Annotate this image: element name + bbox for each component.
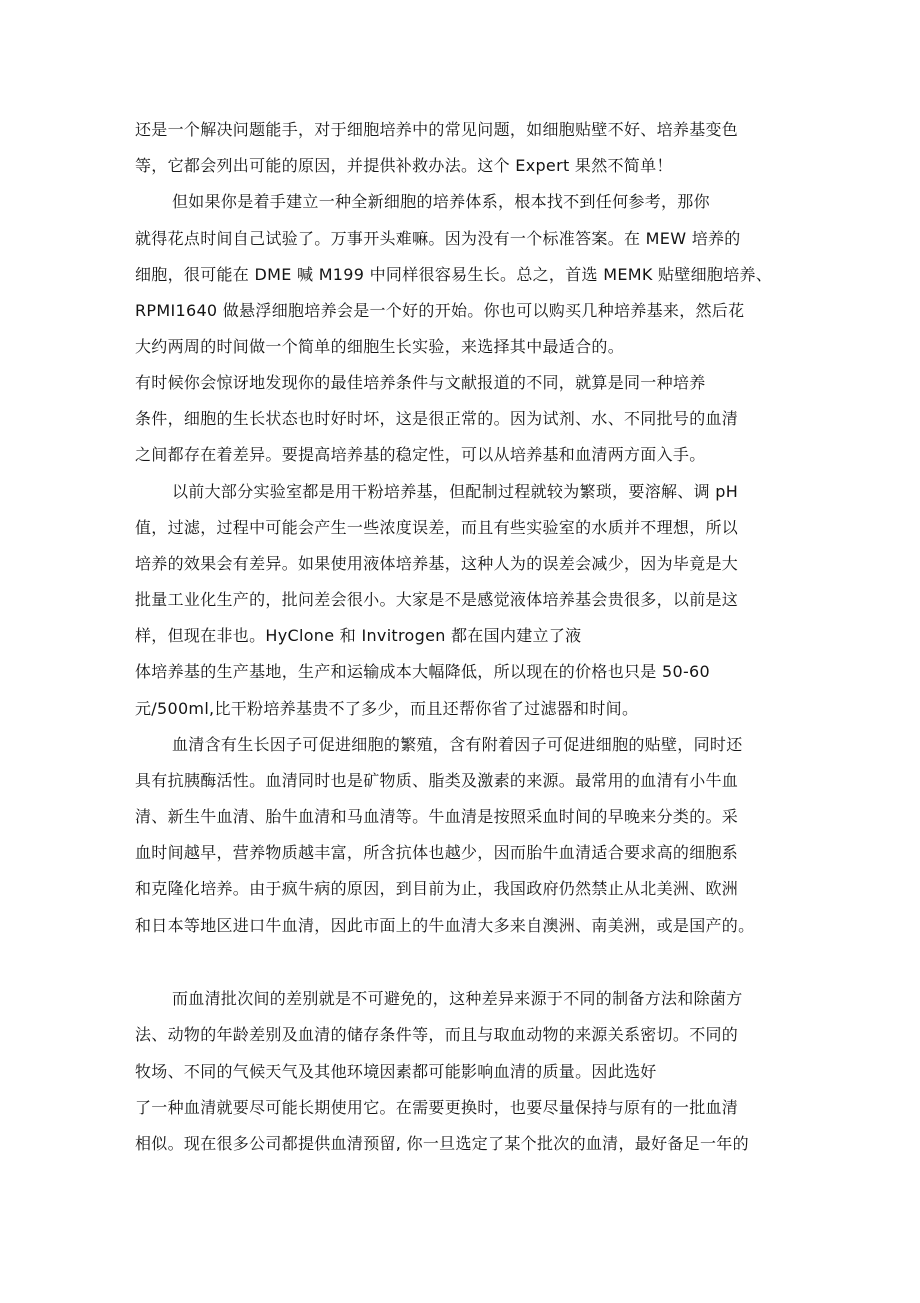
text-line: 元/500ml,比干粉培养基贵不了多少，而且还帮你省了过滤器和时间。 [135,699,639,718]
text-line: 血清含有生长因子可促进细胞的繁殖，含有附着因子可促进细胞的贴壁，同时还 [172,735,743,754]
text-line: 值，过滤，过程中可能会产生一些浓度误差，而且有些实验室的水质并不理想，所以 [135,518,739,537]
text-line: 之间都存在着差异。要提高培养基的稳定性，可以从培养基和血清两方面入手。 [135,445,706,464]
text-line: 就得花点时间自己试验了。万事开头难嘛。因为没有一个标准答案。在 MEW 培养的 [135,229,741,248]
text-line: 血时间越早，营养物质越丰富，所含抗体也越少，因而胎牛血清适合要求高的细胞系 [135,843,739,862]
text-line: 和日本等地区进口牛血清，因此市面上的牛血清大多来自澳洲、南美洲，或是国产的。 [135,916,755,935]
text-line: 还是一个解决问题能手，对于细胞培养中的常见问题，如细胞贴壁不好、培养基变色 [135,120,739,139]
text-line: 等，它都会列出可能的原因，并提供补救办法。这个 Expert 果然不简单！ [135,156,673,175]
text-line: 以前大部分实验室都是用干粉培养基，但配制过程就较为繁琐，要溶解、调 pH [172,482,739,501]
text-line: 细胞，很可能在 DME 喊 M199 中同样很容易生长。总之，首选 MEMK 贴壁细胞培养、 [135,265,773,284]
text-line: 培养的效果会有差异。如果使用液体培养基，这种人为的误差会减少，因为毕竟是大 [135,554,739,573]
text-line: 但如果你是着手建立一种全新细胞的培养体系，根本找不到任何参考，那你 [172,192,710,211]
text-line: 有时候你会惊讶地发现你的最佳培养条件与文献报道的不同，就算是同一种培养 [135,373,706,392]
text-line: 条件，细胞的生长状态也时好时坏，这是很正常的。因为试剂、水、不同批号的血清 [135,409,739,428]
text-line: 批量工业化生产的，批问差会很小。大家是不是感觉液体培养基会贵很多，以前是这 [135,590,739,609]
text-line: 体培养基的生产基地，生产和运输成本大幅降低，所以现在的价格也只是 50-60 [135,662,710,681]
text-line: 和克隆化培养。由于疯牛病的原因，到目前为止，我国政府仍然禁止从北美洲、欧洲 [135,879,739,898]
text-line: 牧场、不同的气候天气及其他环境因素都可能影响血清的质量。因此选好 [135,1062,657,1081]
text-line: 了一种血清就要尽可能长期使用它。在需要更换时，也要尽量保持与原有的一批血清 [135,1098,739,1117]
text-line: 相似。现在很多公司都提供血清预留, 你一旦选定了某个批次的血清，最好备足一年的 [135,1134,749,1153]
text-line: 样，但现在非也。HyClone 和 Invitrogen 都在国内建立了液 [135,626,582,645]
text-line: 具有抗胰酶活性。血清同时也是矿物质、脂类及激素的来源。最常用的血清有小牛血 [135,771,739,790]
text-line: 清、新生牛血清、胎牛血清和马血清等。牛血清是按照采血时间的早晚来分类的。采 [135,807,739,826]
text-line: 大约两周的时间做一个简单的细胞生长实验，来选择其中最适合的。 [135,337,625,356]
text-line: 法、动物的年龄差别及血清的储存条件等，而且与取血动物的来源关系密切。不同的 [135,1025,739,1044]
text-line: RPMI1640 做悬浮细胞培养会是一个好的开始。你也可以购买几种培养基来，然后花 [135,301,745,320]
text-line: 而血清批次间的差别就是不可避免的，这种差异来源于不同的制备方法和除菌方 [172,989,743,1008]
